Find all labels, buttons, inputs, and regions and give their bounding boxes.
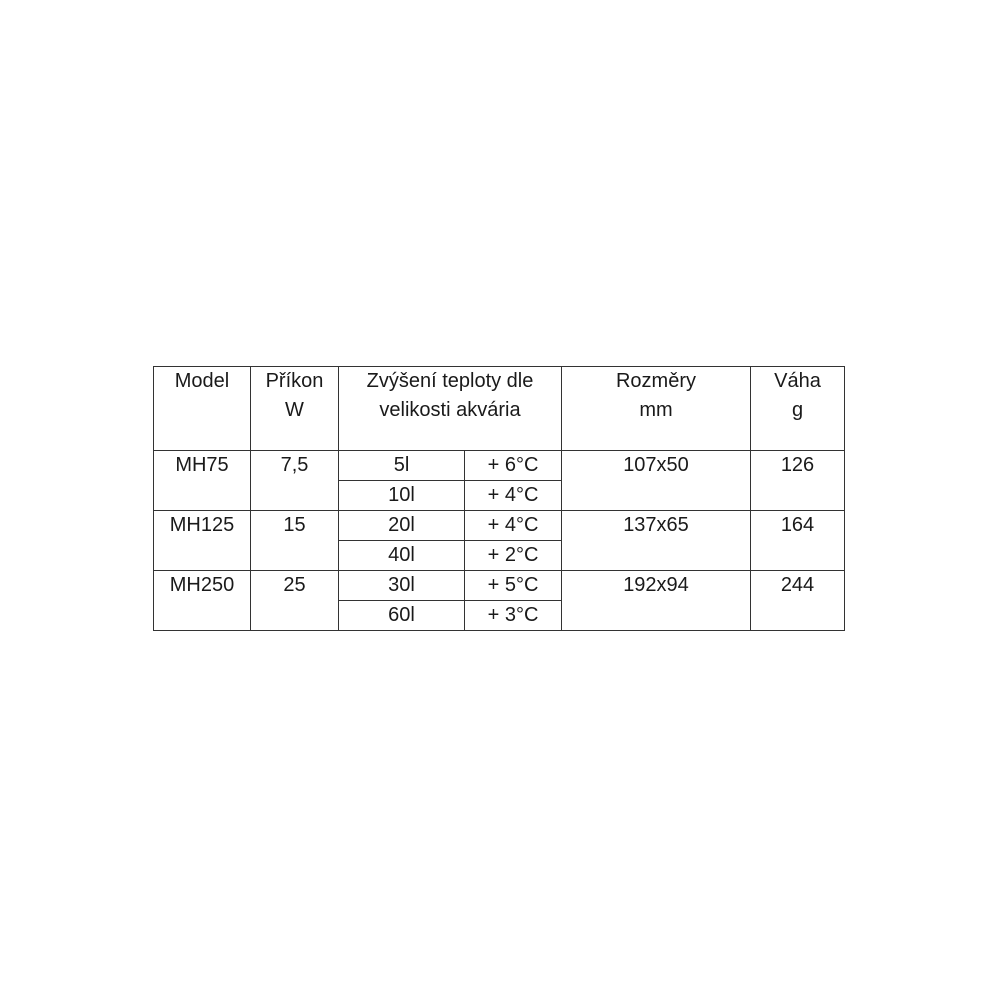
cell-temp-rise: + 3°C	[465, 601, 562, 631]
cell-prikon: 15	[251, 511, 339, 571]
header-zvyseni-teploty: Zvýšení teploty dle velikosti akvária	[339, 367, 562, 451]
header-prikon: Příkon W	[251, 367, 339, 451]
cell-model: MH250	[154, 571, 251, 631]
cell-volume: 10l	[339, 481, 465, 511]
header-row	[154, 367, 845, 451]
cell-vaha: 126	[751, 451, 845, 511]
cell-rozmery: 137x65	[562, 511, 751, 571]
cell-vaha: 164	[751, 511, 845, 571]
cell-rozmery: 107x50	[562, 451, 751, 511]
cell-rozmery: 192x94	[562, 571, 751, 631]
cell-temp-rise: + 2°C	[465, 541, 562, 571]
cell-temp-rise: + 6°C	[465, 451, 562, 481]
cell-vaha: 244	[751, 571, 845, 631]
header-model: Model	[154, 367, 251, 451]
cell-volume: 40l	[339, 541, 465, 571]
cell-temp-rise: + 4°C	[465, 511, 562, 541]
cell-volume: 60l	[339, 601, 465, 631]
cell-model: MH75	[154, 451, 251, 511]
cell-model: MH125	[154, 511, 251, 571]
cell-volume: 20l	[339, 511, 465, 541]
cell-temp-rise: + 5°C	[465, 571, 562, 601]
table-row	[154, 451, 845, 481]
table-row	[154, 571, 845, 601]
table-row	[154, 511, 845, 541]
cell-temp-rise: + 4°C	[465, 481, 562, 511]
header-vaha: Váha g	[751, 367, 845, 451]
cell-prikon: 25	[251, 571, 339, 631]
cell-volume: 5l	[339, 451, 465, 481]
cell-volume: 30l	[339, 571, 465, 601]
spec-table	[153, 366, 845, 631]
cell-prikon: 7,5	[251, 451, 339, 511]
header-rozmery: Rozměry mm	[562, 367, 751, 451]
